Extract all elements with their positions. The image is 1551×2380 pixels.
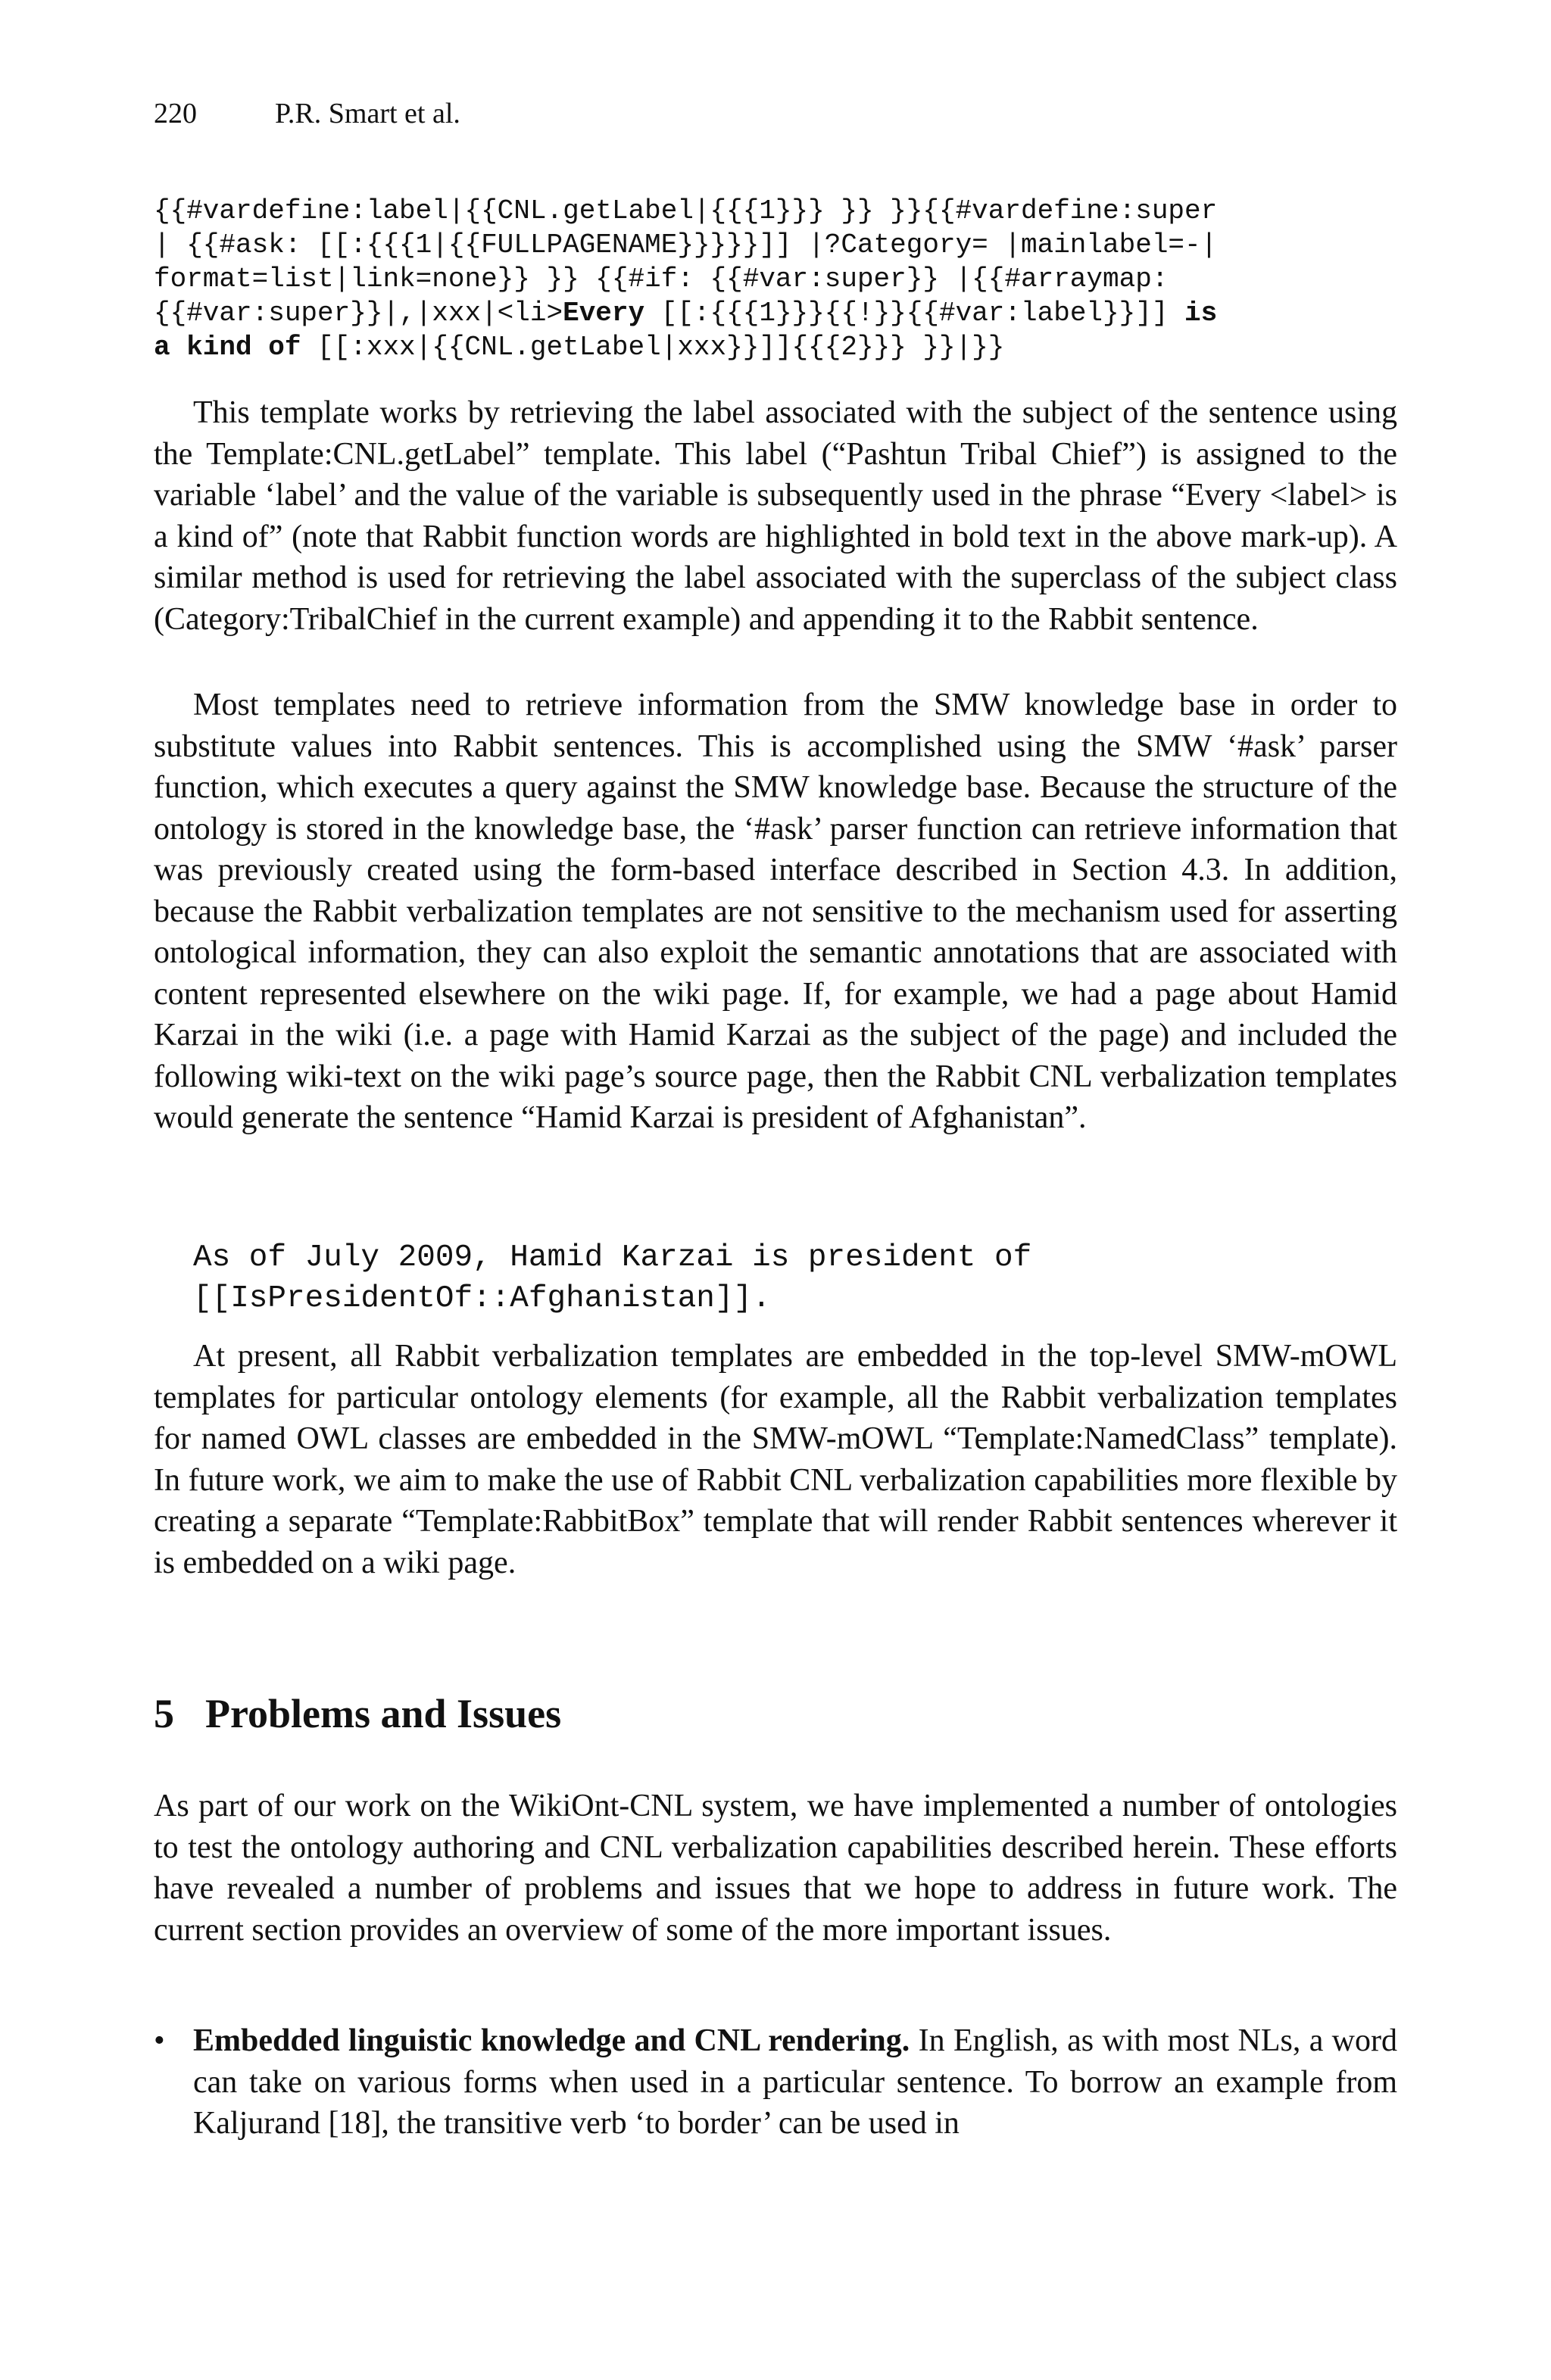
template-code-block	[154, 194, 1396, 364]
paragraph-section-intro: As part of our work on the WikiOnt-CNL system, we have implemented a number of ontologies to test the ontology authoring and CNL verbalization capabilities described herein. These efforts have revealed a number of problems and issues that we hope to address in future work. The current section provides an overview of some of the more important issues.	[154, 1789, 1397, 1948]
code-text: {{#var:super}}|,|xxx|<li>	[154, 298, 563, 329]
code-text: [[:xxx|{{CNL.getLabel|xxx}}]]{{{2}}} }}|}}	[301, 332, 1005, 363]
code-line: | {{#ask: [[:{{{1|{{FULLPAGENAME}}}}}]] |?Category= |mainlabel=-|	[154, 229, 1218, 260]
code-keyword: Every	[563, 298, 645, 329]
code-keyword: is	[1184, 298, 1218, 329]
section-title: Problems and Issues	[205, 1691, 562, 1736]
running-head: P.R. Smart et al.	[275, 98, 460, 129]
bullet-body: In English, as with most NLs, a word can take on various forms when used in a particular sentence. To borrow an example from Kaljurand [18], the transitive verb ‘to border’ can be used in	[193, 2023, 1397, 2141]
code-text: [[:{{{1}}}{{!}}{{#var:label}}]]	[644, 298, 1185, 329]
code-line	[154, 330, 1396, 364]
running-header	[154, 97, 460, 130]
code-line	[154, 296, 1396, 330]
code-line: format=list|link=none}} }} {{#if: {{#var:super}} |{{#arraymap:	[154, 264, 1169, 295]
bullet-icon: •	[154, 2023, 165, 2058]
page-number: 220	[154, 98, 197, 129]
bullet-lead: Embedded linguistic knowledge and CNL rendering.	[193, 2023, 910, 2058]
paragraph-template-explanation: This template works by retrieving the label associated with the subject of the sentence using the Template:CNL.getLabel” template. This label (“Pashtun Tribal Chief”) is assigned to the variable ‘label’ and the value of the variable is subsequently used in the phrase “Every <label> is a kind of” (note that Rabbit function words are highlighted in bold text in the above mark-up). A similar method is used for retrieving the label associated with the superclass of the subject class (Category:TribalChief in the current example) and appending it to the Rabbit sentence.	[154, 395, 1397, 637]
section-heading	[154, 1690, 561, 1737]
example-line: As of July 2009, Hamid Karzai is president of	[193, 1240, 1032, 1275]
paragraph-future-work: At present, all Rabbit verbalization templates are embedded in the top-level SMW-mOWL templates for particular ontology elements (for example, all the Rabbit verbalization templates for named OWL classes are embedded in the SMW-mOWL “Template:NamedClass” template). In future work, we aim to make the use of Rabbit CNL verbalization capabilities more flexible by creating a separate “Template:RabbitBox” template that will render Rabbit sentences wherever it is embedded on a wiki page.	[154, 1339, 1397, 1580]
bullet-item	[154, 2020, 1397, 2144]
example-line: [[IsPresidentOf::Afghanistan]].	[193, 1281, 771, 1316]
code-line: {{#vardefine:label|{{CNL.getLabel|{{{1}}} }} }}{{#vardefine:super	[154, 195, 1218, 226]
code-keyword: a kind of	[154, 332, 301, 363]
bullet-text	[193, 2020, 1397, 2144]
section-number: 5	[154, 1691, 174, 1736]
wiki-text-example	[193, 1237, 1031, 1319]
paragraph-ask-parser: Most templates need to retrieve information from the SMW knowledge base in order to substitute values into Rabbit sentences. This is accomplished using the SMW ‘#ask’ parser function, which executes a query against the SMW knowledge base. Because the structure of the ontology is stored in the knowledge base, the ‘#ask’ parser function can retrieve information that was previously created using the form-based interface described in Section 4.3. In addition, because the Rabbit verbalization templates are not sensitive to the mechanism used for asserting ontological information, they can also exploit the semantic annotations that are associated with content represented elsewhere on the wiki page. If, for example, we had a page about Hamid Karzai in the wiki (i.e. a page with Hamid Karzai as the subject of the page) and included the following wiki-text on the wiki page’s source page, then the Rabbit CNL verbalization templates would generate the sentence “Hamid Karzai is president of Afghanistan”.	[154, 688, 1397, 1135]
